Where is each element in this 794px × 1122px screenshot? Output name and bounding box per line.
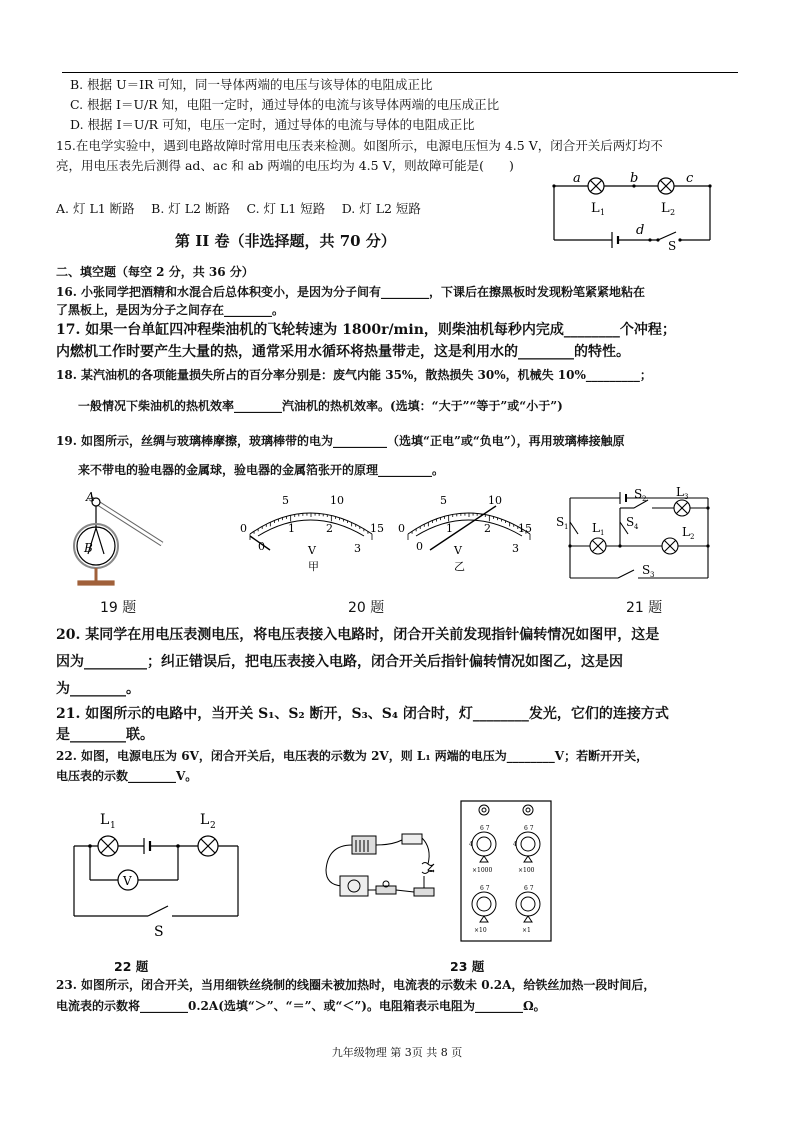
q22-line1: 22. 如图，电源电压为 6V，闭合开关后，电压表的示数为 2V，则 L₁ 两端的电压为________V；若断开开关，	[56, 749, 649, 763]
q14-option-c: C. 根据 I＝U/R 知，电阻一定时，通过导体的电流与该导体两端的电压成正比	[70, 97, 500, 112]
q18-line1: 18. 某汽油机的各项能量损失所占的百分率分别是：废气内能 35%，散热损失 30%，机械失 10%_________；	[56, 368, 652, 382]
q22-label-l2-sub: 2	[210, 821, 216, 831]
caption-21: 21 题	[626, 600, 663, 616]
q21-label-s1-sub: 1	[564, 523, 569, 531]
q21-label-s4-sub: 4	[634, 523, 639, 531]
svg-text:6 7: 6 7	[480, 825, 490, 832]
meter1-top-tick-10: 10	[330, 494, 344, 507]
q19-label-b: B	[84, 541, 93, 555]
q22-line2: 电压表的示数________V。	[56, 769, 198, 783]
svg-text:4: 4	[513, 841, 517, 848]
q23-apparatus-figure	[318, 830, 448, 910]
q15-label-b: b	[630, 171, 639, 186]
q22-label-l1: L	[100, 812, 110, 828]
meter2-top-tick-10: 10	[488, 494, 502, 507]
q23-resistance-box-figure	[460, 800, 552, 942]
caption-20: 20 题	[348, 600, 385, 616]
q23-mult-10: ×10	[474, 927, 487, 934]
meter1-unit: V	[308, 544, 316, 557]
q15-circuit-figure	[550, 170, 720, 253]
q15-label-d: d	[636, 223, 645, 238]
q21-label-s2: S	[634, 487, 643, 501]
q21-label-s3: S	[642, 563, 651, 577]
header-rule	[62, 72, 738, 73]
q20-line1: 20. 某同学在用电压表测电压，将电压表接入电路时，闭合开关前发现指针偏转情况如图甲，这是	[56, 627, 660, 643]
q17-line1: 17. 如果一台单缸四冲程柴油机的飞轮转速为 1800r/min，则柴油机每秒内完成________个冲程；	[56, 322, 676, 338]
q15-stem-line2: 亮，用电压表先后测得 ad、ac 和 ab 两端的电压均为 4.5 V，则故障可能是( )	[56, 158, 514, 173]
q21-label-l2: L	[682, 525, 690, 539]
q14-option-b: B. 根据 U＝IR 可知，同一导体两端的电压与该导体的电阻成正比	[70, 77, 433, 92]
svg-text:6 7: 6 7	[524, 885, 534, 892]
q14-option-d: D. 根据 I＝U/R 可知，电压一定时，通过导体的电流与导体的电阻成正比	[70, 117, 475, 132]
q22-label-l1-sub: 1	[110, 821, 116, 831]
svg-text:6 7: 6 7	[524, 825, 534, 832]
meter2-bottom-tick-1: 1	[446, 522, 453, 535]
q15-label-l1: L	[591, 201, 600, 216]
q15-label-c: c	[686, 171, 694, 186]
meter1-bottom-tick-2: 2	[326, 522, 333, 535]
q19-line1: 19. 如图所示，丝绸与玻璃棒摩擦，玻璃棒带的电为_________（选填“正电”或“负电”），再用玻璃棒接触原	[56, 434, 625, 448]
meter2-top-tick-0: 0	[398, 522, 405, 535]
meter2-top-tick-5: 5	[440, 494, 447, 507]
q22-label-v: V	[123, 874, 132, 888]
q21-label-l1-sub: 1	[600, 529, 605, 537]
q23-line1: 23. 如图所示，闭合开关，当用细铁丝绕制的线圈未被加热时，电流表的示数未 0.2A，给铁丝加热一段时间后，	[56, 978, 656, 992]
q23-mult-1: ×1	[522, 927, 531, 934]
q22-circuit-figure	[70, 808, 245, 938]
q21-label-l1: L	[592, 521, 600, 535]
q21-line2: 是________联。	[56, 727, 154, 743]
meter2-bottom-tick-2: 2	[484, 522, 491, 535]
meter1-bottom-tick-0: 0	[258, 540, 265, 553]
meter1-bottom-tick-1: 1	[288, 522, 295, 535]
q21-circuit-figure	[556, 485, 716, 586]
meter1-top-tick-5: 5	[282, 494, 289, 507]
q19-electroscope-figure	[70, 488, 170, 588]
svg-text:6 7: 6 7	[480, 885, 490, 892]
q15-options: A. 灯 L1 断路 B. 灯 L2 断路 C. 灯 L1 短路 D. 灯 L2 短路	[56, 201, 421, 216]
caption-22: 22 题	[114, 959, 149, 974]
q17-line2: 内燃机工作时要产生大量的热，通常采用水循环将热量带走，这是利用水的________的特性。	[56, 344, 630, 360]
q21-label-s3-sub: 3	[650, 571, 655, 579]
q21-label-s1: S	[556, 515, 565, 529]
q16-line2: 了黑板上，是因为分子之间存在________。	[56, 303, 285, 317]
caption-19: 19 题	[100, 600, 137, 616]
meter2-top-tick-15: 15	[518, 522, 532, 535]
q20-voltmeter-figure	[232, 492, 532, 582]
q15-label-l2: L	[661, 201, 670, 216]
meter2-unit: V	[454, 544, 462, 557]
meter1-top-tick-15: 15	[370, 522, 384, 535]
q21-label-l2-sub: 2	[690, 533, 695, 541]
q16-line1: 16. 小张同学把酒精和水混合后总体积变小，是因为分子间有________，下课后在擦黑板时发现粉笔紧紧地粘在	[56, 285, 646, 299]
meter2-bottom-tick-0: 0	[416, 540, 423, 553]
q23-mult-100: ×100	[518, 867, 535, 874]
caption-23: 23 题	[450, 959, 485, 974]
q15-label-a: a	[573, 171, 581, 186]
q20-line2: 因为_________；纠正错误后，把电压表接入电路，闭合开关后指针偏转情况如图乙，这是因	[56, 654, 623, 670]
svg-text:4: 4	[469, 841, 473, 848]
meter2-bottom-tick-3: 3	[512, 542, 519, 555]
q22-label-l2: L	[200, 812, 210, 828]
q15-label-s: S	[668, 239, 677, 253]
q21-label-l3-sub: 3	[684, 493, 689, 501]
q15-stem-line1: 15.在电学实验中，遇到电路故障时常用电压表来检测。如图所示，电源电压恒为 4.5 V，闭合开关后两灯均不	[56, 138, 663, 153]
meter2-name: 乙	[454, 560, 465, 573]
part2-title: 第 II 卷（非选择题，共 70 分）	[175, 232, 396, 250]
page-footer: 九年级物理 第 3页 共 8 页	[331, 1046, 463, 1059]
q19-label-a: A	[86, 490, 95, 504]
q15-label-l1-sub: 1	[600, 208, 606, 217]
meter1-name: 甲	[308, 560, 319, 573]
q20-line3: 为________。	[56, 681, 140, 697]
q19-line2: 来不带电的验电器的金属球，验电器的金属箔张开的原理_________。	[78, 463, 445, 477]
q21-label-s4: S	[626, 515, 635, 529]
meter1-top-tick-0: 0	[240, 522, 247, 535]
q21-label-s2-sub: 2	[642, 495, 647, 503]
q18-line2: 一般情况下柴油机的热机效率________汽油机的热机效率。(选填：“大于”“等于”或“小于”)	[78, 399, 563, 413]
q23-line2: 电流表的示数将________0.2A(选填“＞”、“＝”、或“＜”)。电阻箱表示电阻为________Ω。	[56, 999, 546, 1013]
q22-label-s: S	[154, 924, 164, 940]
section2-title: 二、填空题（每空 2 分，共 36 分）	[56, 265, 254, 279]
q15-label-l2-sub: 2	[670, 208, 676, 217]
q21-label-l3: L	[676, 485, 684, 499]
q23-mult-1000: ×1000	[472, 867, 493, 874]
meter1-bottom-tick-3: 3	[354, 542, 361, 555]
q21-line1: 21. 如图所示的电路中，当开关 S₁、S₂ 断开，S₃、S₄ 闭合时，灯________发光，它们的连接方式	[56, 706, 669, 722]
